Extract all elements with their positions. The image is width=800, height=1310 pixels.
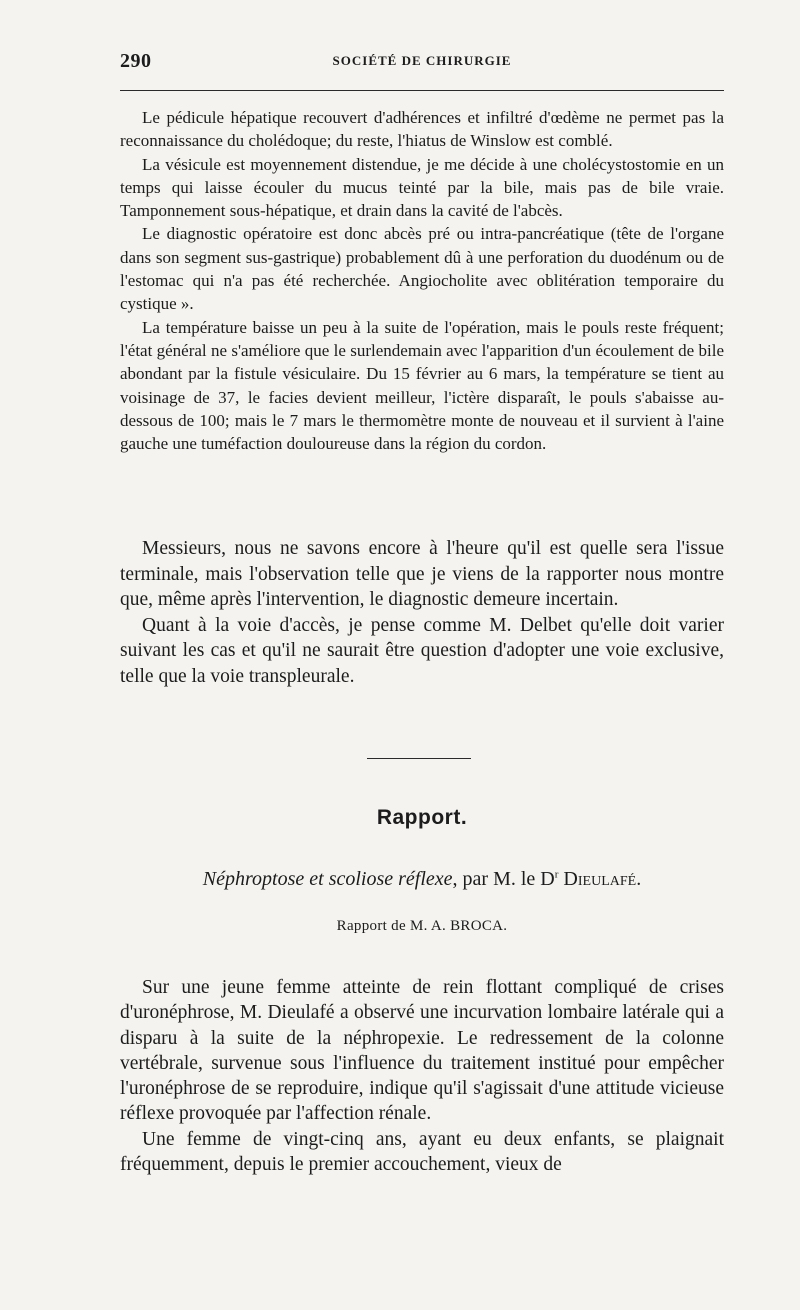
observation-text <box>120 106 724 455</box>
paragraph: Le diagnostic opératoire est donc abcès pré ou intra-pancréatique (tête de l'organe dans son segment sus-gastrique) probablement dû à une perforation du duodénum ou de l'estomac qui n'a pas été recherchée. Angiocholite avec oblitération temporaire du cystique ». <box>120 224 724 314</box>
running-title: SOCIÉTÉ DE CHIRURGIE <box>332 53 512 68</box>
paragraph: Messieurs, nous ne savons encore à l'heure qu'il est quelle sera l'issue terminale, mais l'observation telle que je viens de la rapporter nous montre que, même après l'intervention, le diagnostic demeure incertain. <box>120 538 724 610</box>
discussion-text <box>120 536 724 689</box>
paragraph: La vésicule est moyennement distendue, je me décide à une cholécystostomie en un temps qui laisse écouler du mucus teinté par la bile, mais pas de bile vraie. Tamponnement sous-hépatique, et drain dans la cavité de l'abcès. <box>120 154 724 221</box>
report-byline: Rapport de M. A. BROCA. <box>336 918 508 934</box>
report-title-author: Dieulafé. <box>563 868 642 890</box>
report-title-italic: Néphroptose et scoliose réflexe <box>202 868 453 890</box>
paragraph: Le pédicule hépatique recouvert d'adhérences et infiltré d'œdème ne permet pas la reconnaissance du cholédoque; du reste, l'hiatus de Winslow est comblé. <box>120 108 724 151</box>
report-text <box>120 975 724 1177</box>
section-separator <box>367 758 471 759</box>
report-title <box>120 868 724 891</box>
page-number: 290 <box>120 50 152 72</box>
report-title-by: , par M. le D <box>452 868 555 890</box>
paragraph: Quant à la voie d'accès, je pense comme M. Delbet qu'elle doit varier suivant les cas et qu'il ne saurait être question d'adopter une voie exclusive, telle que la voie transpleurale. <box>120 614 724 687</box>
page-header <box>120 50 724 72</box>
paragraph: Une femme de vingt-cinq ans, ayant eu deux enfants, se plaignait fréquemment, depuis le premier accouchement, vieux de <box>120 1128 724 1176</box>
section-heading: Rapport. <box>376 806 468 829</box>
header-rule <box>120 90 724 91</box>
paragraph: Sur une jeune femme atteinte de rein flottant compliqué de crises d'uronéphrose, M. Dieulafé a observé une incurvation lombaire latérale qui a disparu à la suite de la néphropexie. Le redressement de la colonne vertébrale, survenue sous l'influence du traitement institué pour empêcher l'uronéphrose de se reproduire, indique qu'il s'agissait d'une attitude vicieuse réflexe provoquée par l'affection rénale. <box>120 977 724 1125</box>
paragraph: La température baisse un peu à la suite de l'opération, mais le pouls reste fréquent; l'état général ne s'améliore que le surlendemain avec l'apparition d'un écoulement de bile abondant par la fistule vésiculaire. Du 15 février au 6 mars, la température se tient au voisinage de 37, le facies devient meilleur, l'ictère disparaît, le pouls s'abaisse au-dessous de 100; mais le 7 mars le thermomètre monte de nouveau et il survient à l'aine gauche une tuméfaction douloureuse dans la région du cordon. <box>120 317 724 454</box>
report-title-sup: r <box>554 868 559 881</box>
